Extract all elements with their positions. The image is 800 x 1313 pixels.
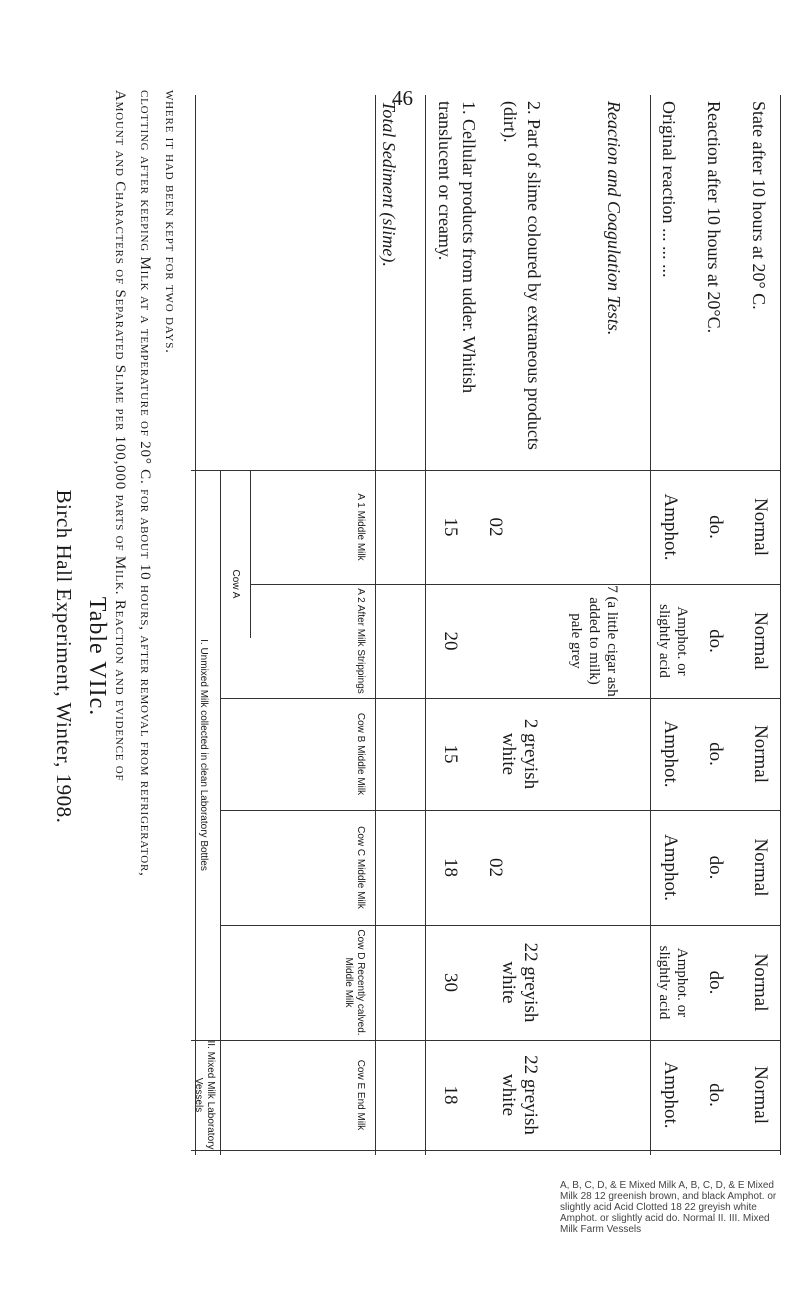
row-label-item2: 2. Part of slime coloured by extraneous products (dirt). bbox=[500, 101, 544, 450]
b-sediment: 15 bbox=[440, 744, 461, 764]
data-table bbox=[191, 95, 781, 1155]
caption-line-1: Amount and Characters of Separated Slime per 100,000 parts of Milk. Reaction and evidence of bbox=[112, 90, 128, 782]
g-head: A, B, C, D, & E Mixed Milk bbox=[560, 1180, 774, 1202]
a1-slime: 02 bbox=[485, 517, 506, 537]
g2-label: II. bbox=[717, 1213, 727, 1224]
f-state: Normal bbox=[682, 1213, 716, 1224]
col-head-c: Cow C Middle Milk bbox=[355, 826, 366, 909]
f-after: do. bbox=[666, 1213, 681, 1224]
c-after: do. bbox=[705, 855, 726, 880]
d-slime: 22 greyish white bbox=[498, 942, 541, 1023]
c-slime: 02 bbox=[485, 858, 506, 877]
row-label-after: Reaction after 10 hours at 20°C. bbox=[704, 101, 724, 334]
row-label-original: Original reaction ... ... ... bbox=[659, 101, 679, 278]
d-state: Normal bbox=[750, 953, 771, 1012]
b-original: Amphot. bbox=[660, 720, 681, 788]
a1-sediment: 15 bbox=[440, 517, 461, 537]
e-original: Amphot. bbox=[660, 1061, 681, 1129]
col-head-e: Cow E End Milk bbox=[355, 1059, 366, 1131]
g-original: Amphot. or slightly acid bbox=[560, 1191, 777, 1213]
col-head-b: Cow B Middle Milk bbox=[355, 712, 366, 796]
g-slime: 12 greenish brown, and black bbox=[594, 1191, 726, 1202]
caption-line-3: where it had been kept for two days. bbox=[162, 90, 178, 354]
f-slime: 22 greyish white bbox=[684, 1202, 757, 1213]
f-head: A, B, C, D, & E Mixed Milk bbox=[560, 1180, 677, 1191]
d-original: Amphot. or slightly acid bbox=[656, 945, 690, 1020]
f-original: Amphot. or slightly acid bbox=[560, 1213, 664, 1224]
c-sediment: 18 bbox=[440, 858, 461, 877]
caption-line-2: clotting after keeping Milk at a temperature of 20° C. for about 10 hours, after removal from refrigerator, bbox=[137, 90, 153, 877]
e-slime: 22 greyish white bbox=[498, 1055, 541, 1135]
d-after: do. bbox=[705, 970, 726, 995]
f-sediment: 18 bbox=[670, 1202, 682, 1213]
row-label-item1: 1. Cellular products from udder. Whitish translucent or creamy. bbox=[435, 101, 479, 394]
a2-state: Normal bbox=[750, 611, 771, 671]
a2-original: Amphot. or slightly acid bbox=[656, 604, 690, 678]
g-sediment: 28 bbox=[580, 1191, 592, 1202]
table-heading: Birch Hall Experiment, Winter, 1908. bbox=[52, 489, 76, 824]
e-sediment: 18 bbox=[440, 1085, 461, 1105]
a2-sediment: 20 bbox=[440, 631, 461, 651]
b-after: do. bbox=[705, 742, 726, 766]
a2-after: do. bbox=[705, 629, 726, 653]
row-label-sediment: Total Sediment (slime). bbox=[379, 101, 399, 267]
g-state: Clotted bbox=[636, 1202, 668, 1213]
row-label-state: State after 10 hours at 20° C. bbox=[749, 101, 769, 310]
a2-slime: 7 (a little cigar ash added to milk) pale grey bbox=[568, 585, 620, 697]
group-ii-label: II. Mixed Milk Laboratory Vessels bbox=[193, 1040, 216, 1150]
a1-state: Normal bbox=[750, 497, 771, 557]
page-number: 46 bbox=[392, 86, 413, 110]
e-after: do. bbox=[705, 1083, 726, 1107]
col-head-d: Cow D Recently calved. Middle Milk bbox=[343, 929, 366, 1036]
d-sediment: 30 bbox=[440, 973, 461, 992]
g3-sub: Mixed Milk Farm Vessels bbox=[560, 1213, 770, 1235]
b-state: Normal bbox=[750, 724, 771, 784]
col-head-a1: A 1 Middle Milk bbox=[355, 493, 366, 561]
b-slime: 2 greyish white bbox=[498, 718, 541, 790]
e-state: Normal bbox=[750, 1065, 771, 1125]
row-label-reaction: Reaction and Coagulation Tests. bbox=[604, 101, 624, 336]
group-i-label: I. Unmixed Milk collected in clean Laboratory Bottles bbox=[198, 639, 209, 871]
cow-a-label: Cow A bbox=[230, 569, 241, 599]
hidden-extra-columns bbox=[560, 1180, 780, 1235]
c-original: Amphot. bbox=[660, 833, 681, 902]
a1-after: do. bbox=[705, 515, 726, 539]
table-number: Table VIIc. bbox=[84, 596, 110, 717]
c-state: Normal bbox=[750, 838, 771, 897]
g-after: Acid bbox=[613, 1202, 634, 1213]
col-head-a2: A 2 After Milk Strippings bbox=[355, 588, 366, 694]
g3-label: III. bbox=[729, 1213, 741, 1224]
a1-original: Amphot. bbox=[660, 493, 681, 561]
